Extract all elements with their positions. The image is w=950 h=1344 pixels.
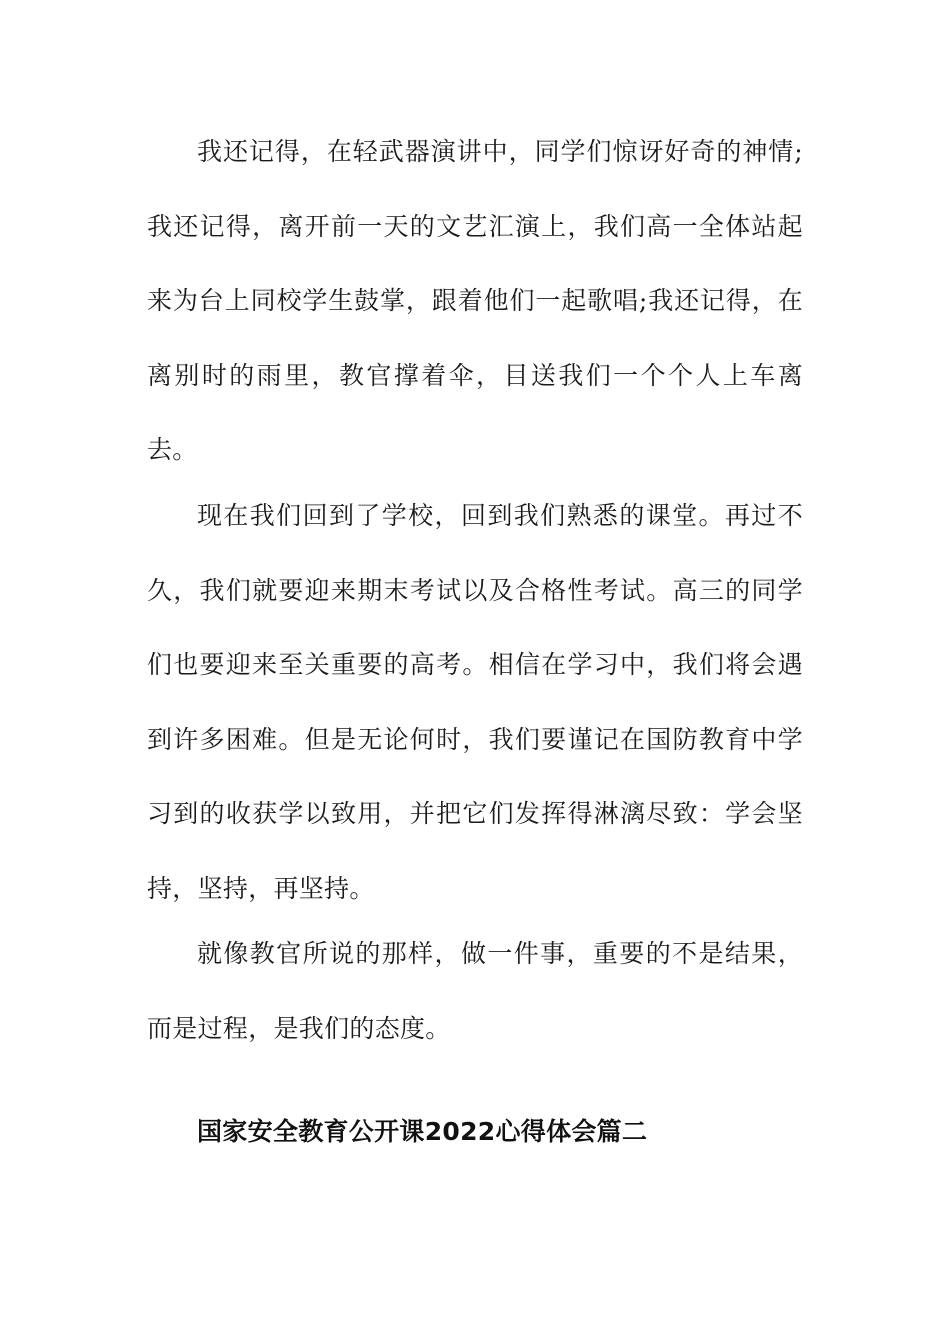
paragraph-memories: 我还记得，在轻武器演讲中，同学们惊讶好奇的神情;我还记得，离开前一天的文艺汇演上，我们高一全体站起来为台上同校学生鼓掌，跟着他们一起歌唱;我还记得，在离别时的雨里，教官撑着伞，目送我们一个个人上车离去。: [147, 137, 803, 464]
paragraph-instructor-quote: 就像教官所说的那样，做一件事，重要的不是结果，而是过程，是我们的态度。: [147, 939, 803, 1043]
paragraph-back-to-school: 现在我们回到了学校，回到我们熟悉的课堂。再过不久，我们就要迎来期末考试以及合格性考试。高三的同学们也要迎来至关重要的高考。相信在学习中，我们将会遇到许多困难。但是无论何时，我们要谨记在国防教育中学习到的收获学以致用，并把它们发挥得淋漓尽致：学会坚持，坚持，再坚持。: [147, 501, 803, 903]
section-heading: 国家安全教育公开课2022心得体会篇二: [197, 1117, 648, 1146]
